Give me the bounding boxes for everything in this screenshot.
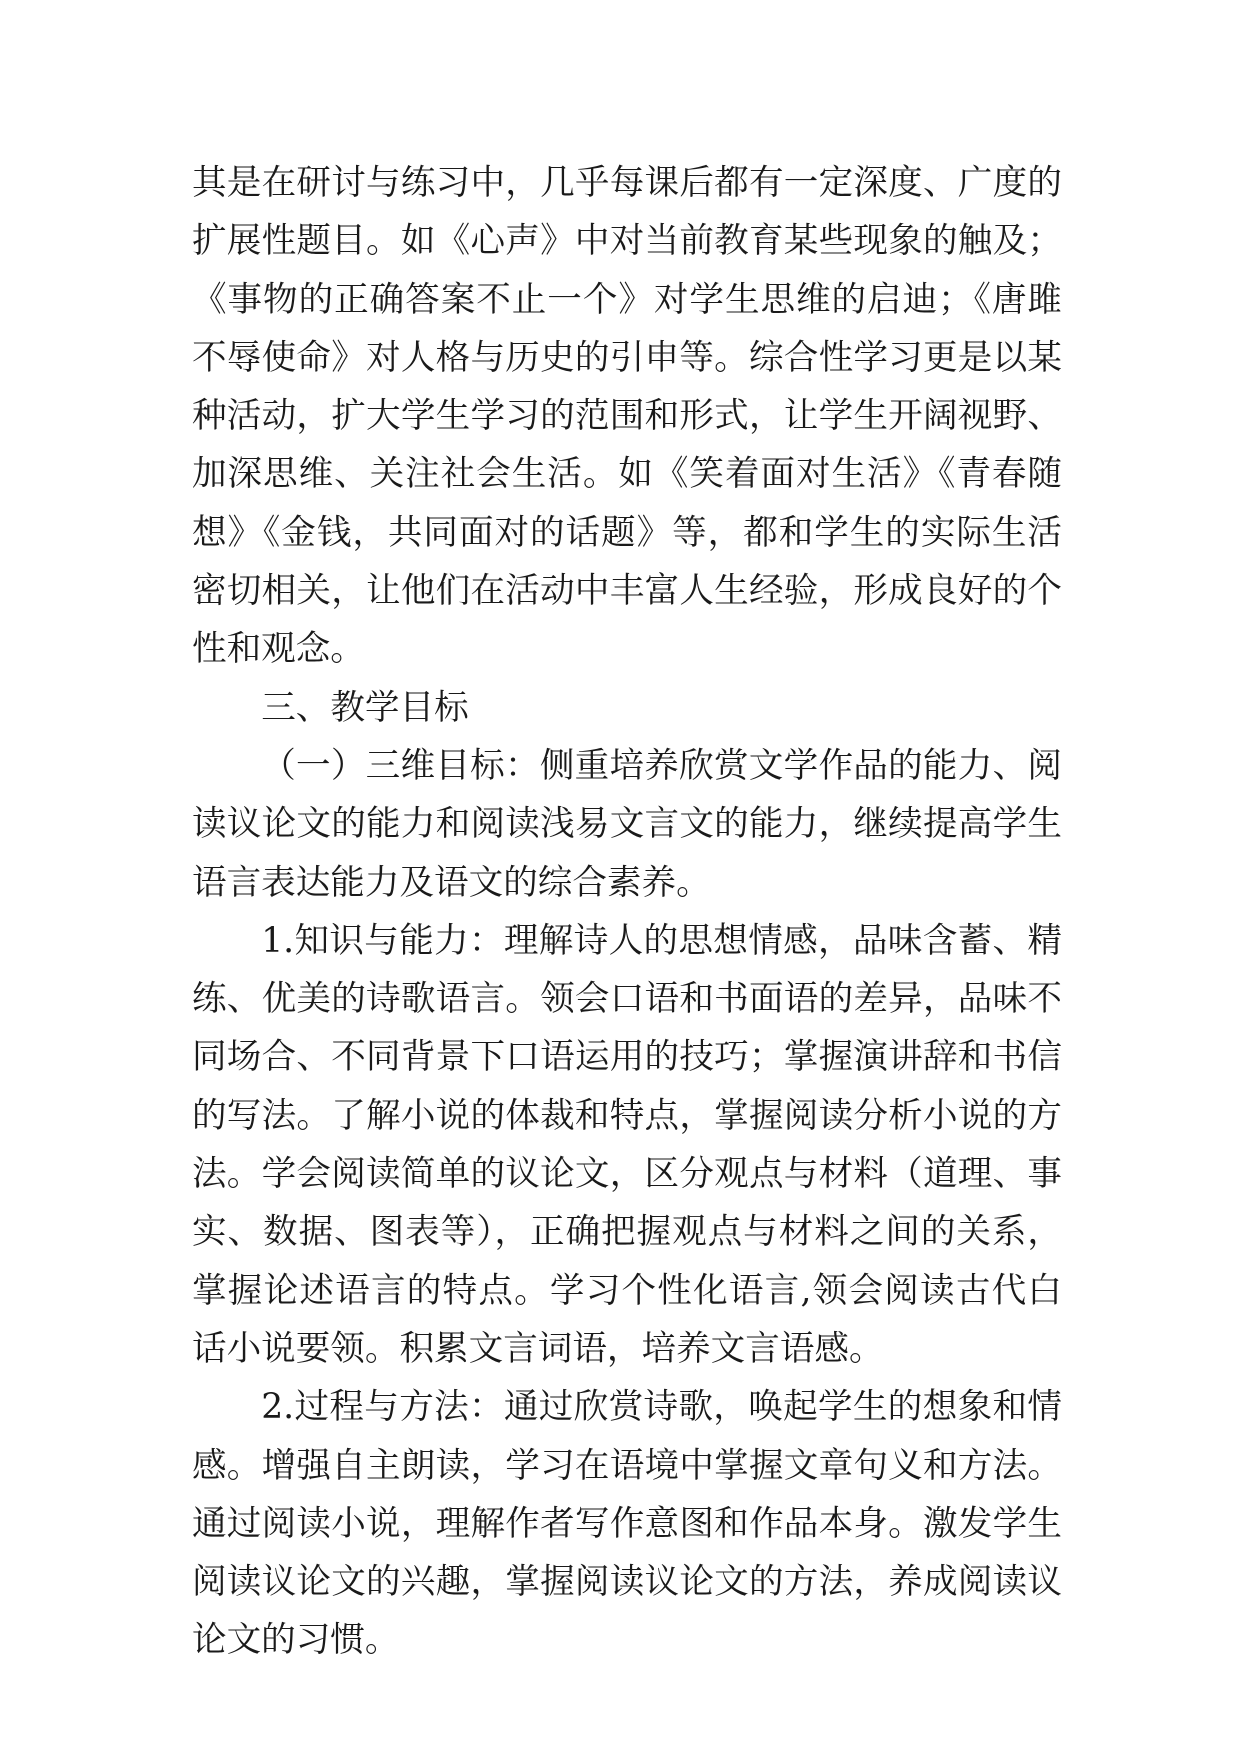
paragraph-process-and-method: 2.过程与方法：通过欣赏诗歌，唤起学生的想象和情感。增强自主朗读，学习在语境中掌握文章句义和方法。通过阅读小说，理解作者写作意图和作品本身。激发学生阅读议论文的兴趣，掌握阅读议论文的方法，养成阅读议论文的习惯。 [192, 1387, 1062, 1661]
body-text [192, 154, 1062, 1670]
paragraph-knowledge-and-ability: 1.知识与能力：理解诗人的思想情感，品味含蓄、精练、优美的诗歌语言。领会口语和书面语的差异，品味不同场合、不同背景下口语运用的技巧；掌握演讲辞和书信的写法。了解小说的体裁和特点，掌握阅读分析小说的方法。学会阅读简单的议论文，区分观点与材料（道理、事实、数据、图表等），正确把握观点与材料之间的关系，掌握论述语言的特点。学习个性化语言,领会阅读古代白话小说要领。积累文言词语，培养文言语感。 [192, 920, 1062, 1369]
paragraph-continuation: 其是在研讨与练习中，几乎每课后都有一定深度、广度的扩展性题目。如《心声》中对当前教育某些现象的触及；《事物的正确答案不止一个》对学生思维的启迪；《唐雎不辱使命》对人格与历史的引申等。综合性学习更是以某种活动，扩大学生学习的范围和形式，让学生开阔视野、加深思维、关注社会生活。如《笑着面对生活》《青春随想》《金钱，共同面对的话题》等，都和学生的实际生活密切相关，让他们在活动中丰富人生经验，形成良好的个性和观念。 [192, 163, 1062, 670]
section-heading-teaching-goals: 三、教学目标 [261, 687, 469, 728]
paragraph-three-dimensional-goals: （一）三维目标：侧重培养欣赏文学作品的能力、阅读议论文的能力和阅读浅易文言文的能力，继续提高学生语言表达能力及语文的综合素养。 [192, 745, 1062, 903]
